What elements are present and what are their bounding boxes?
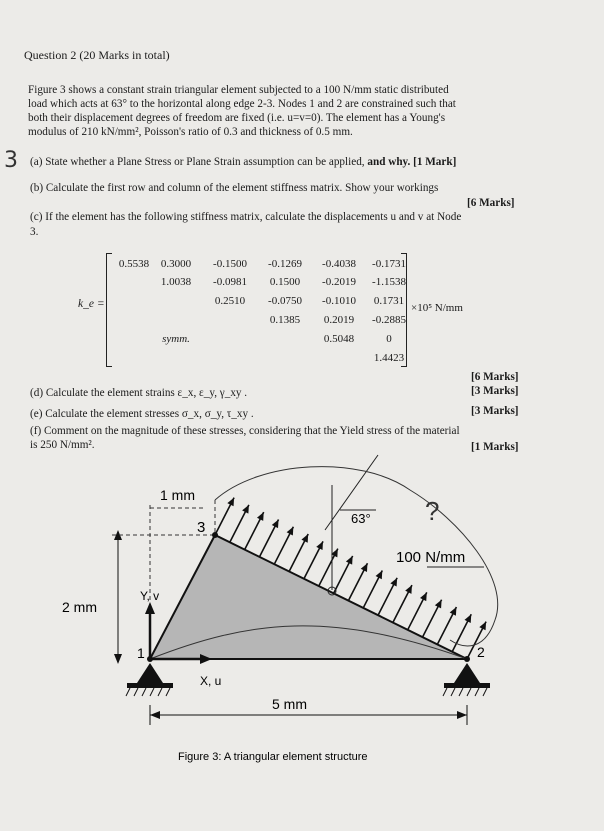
matrix-cell: 0 xyxy=(386,333,392,345)
part-c-marks: [6 Marks] xyxy=(471,371,519,383)
pin-support-node-1 xyxy=(126,663,173,696)
matrix-label: k_e = xyxy=(78,298,105,310)
margin-note: 3 xyxy=(4,148,18,173)
intro-line: Figure 3 shows a constant strain triangular element subjected to a 100 N/mm static distributed xyxy=(28,84,449,96)
part-f-line2: is 250 N/mm². xyxy=(30,439,95,451)
matrix-cell: -0.1010 xyxy=(322,295,356,307)
part-d: (d) Calculate the element strains ε_x, ε_y, γ_xy . xyxy=(30,387,248,399)
matrix-cell: -1.1538 xyxy=(372,276,406,288)
matrix-cell: 0.5538 xyxy=(118,258,150,270)
part-f-line1: (f) Comment on the magnitude of these stresses, considering that the Yield stress of the material xyxy=(30,425,460,437)
matrix-cell: -0.0750 xyxy=(268,295,302,307)
part-e-marks: [3 Marks] xyxy=(471,405,519,417)
figure-caption: Figure 3: A triangular element structure xyxy=(178,751,368,763)
node-1-label: 1 xyxy=(137,645,145,661)
intro-line: load which acts at 63° to the horizontal along edge 2-3. Nodes 1 and 2 are constrained such that xyxy=(28,98,456,110)
matrix-cell: -0.2885 xyxy=(372,314,406,326)
pin-support-node-2 xyxy=(443,663,490,696)
matrix-cell: 0.1731 xyxy=(373,295,405,307)
node-2-label: 2 xyxy=(477,644,485,660)
matrix-units: ×10⁵ N/mm xyxy=(411,302,463,314)
node-3-label: 3 xyxy=(197,519,206,536)
intro-line: both their displacement degrees of freedom are fixed (i.e. u=v=0). The element has a Young's xyxy=(28,112,446,124)
dim-top-label: 1 mm xyxy=(160,487,195,503)
matrix-cell: -0.2019 xyxy=(322,276,356,288)
matrix-cell: 0.3000 xyxy=(160,258,192,270)
matrix-symm: symm. xyxy=(162,333,190,345)
dim-bottom-label: 5 mm xyxy=(272,696,307,712)
dim-arrow xyxy=(150,711,160,719)
part-f-marks: [1 Marks] xyxy=(471,441,519,453)
intro-line: modulus of 210 kN/mm², Poisson's ratio of 0.3 and thickness of 0.5 mm. xyxy=(28,126,353,138)
matrix-cell: 0.5048 xyxy=(323,333,355,345)
angle-label: 63° xyxy=(351,511,371,526)
matrix-cell: 1.4423 xyxy=(373,352,405,364)
y-axis-label: Y, v xyxy=(140,589,160,603)
dim-left-label: 2 mm xyxy=(62,599,97,615)
question-title: Question 2 (20 Marks in total) xyxy=(24,48,170,62)
matrix-cell: -0.4038 xyxy=(322,258,356,270)
part-c-line2: 3. xyxy=(30,226,39,238)
x-axis-label: X, u xyxy=(200,674,222,688)
part-a-text: (a) State whether a Plane Stress or Plane Strain assumption can be applied, xyxy=(30,156,365,168)
part-c-line1: (c) If the element has the following stiffness matrix, calculate the displacements u and v at Node xyxy=(30,211,462,223)
part-a-bold: and why. xyxy=(367,156,411,168)
y-axis-arrowhead xyxy=(145,602,155,614)
part-e: (e) Calculate the element stresses σ_x, σ_y, τ_xy . xyxy=(30,408,254,420)
matrix-cell: 0.1385 xyxy=(269,314,301,326)
load-label: 100 N/mm xyxy=(396,549,466,566)
dim-arrow xyxy=(457,711,467,719)
matrix-cell: -0.1731 xyxy=(372,258,406,270)
matrix-cell: 1.0038 xyxy=(160,276,192,288)
matrix-cell: 0.2510 xyxy=(214,295,246,307)
matrix-cell: -0.1269 xyxy=(268,258,302,270)
matrix-cell: -0.1500 xyxy=(213,258,247,270)
handwritten-question-mark: ? xyxy=(425,496,440,526)
matrix-cell: 0.1500 xyxy=(269,276,301,288)
matrix-cell: -0.0981 xyxy=(213,276,247,288)
part-b: (b) Calculate the first row and column of the element stiffness matrix. Show your workings xyxy=(30,182,439,194)
dim-arrow xyxy=(114,654,122,664)
node-1-marker xyxy=(147,656,153,662)
part-b-marks: [6 Marks] xyxy=(467,197,515,209)
part-a-marks: [1 Mark] xyxy=(413,156,457,168)
matrix-cell: 0.2019 xyxy=(323,314,355,326)
part-d-marks: [3 Marks] xyxy=(471,385,519,397)
